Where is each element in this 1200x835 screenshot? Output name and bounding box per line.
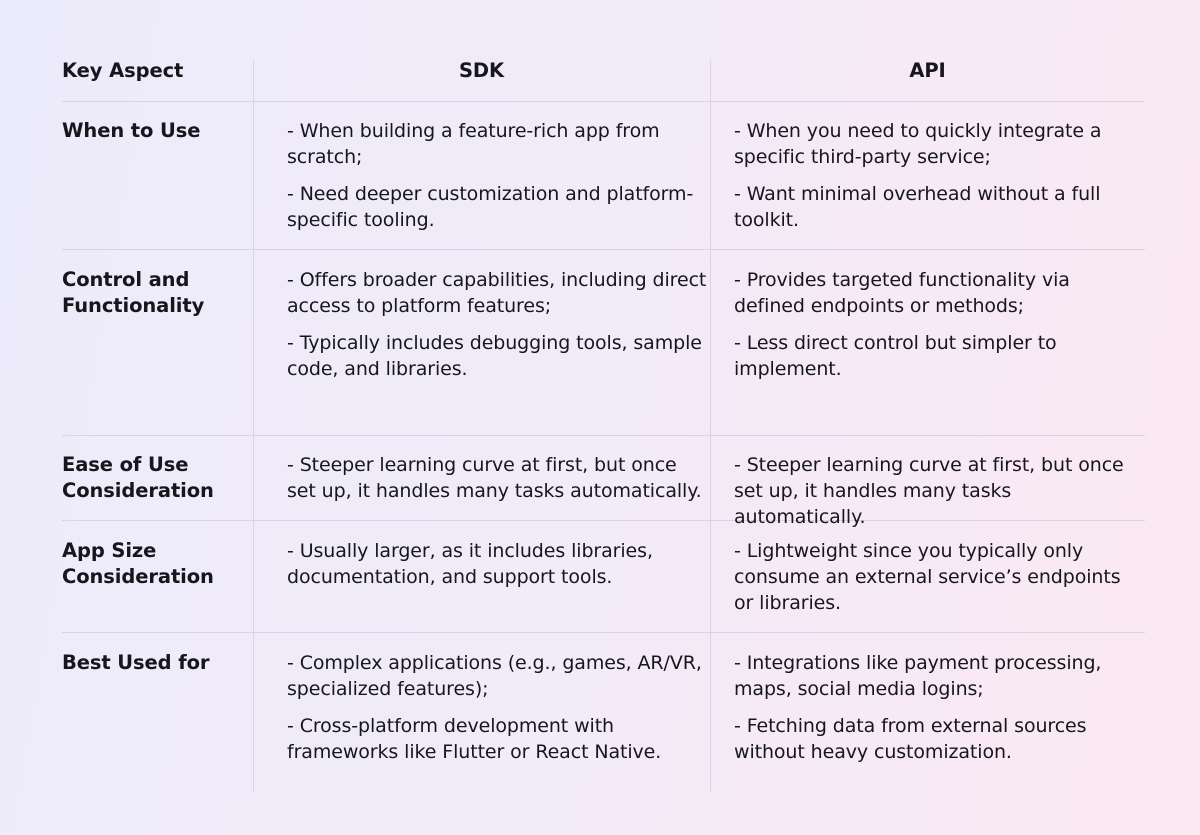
sdk-point: - Cross-platform development with frameworks like Flutter or React Native. [287, 715, 662, 763]
sdk-cell [287, 538, 707, 590]
row-key-best-used-for: Best Used for [62, 651, 210, 674]
api-cell [734, 452, 1145, 530]
header-api: API [909, 59, 946, 82]
api-point: - Steeper learning curve at first, but once set up, it handles many tasks automatically. [734, 454, 1124, 528]
column-divider-1 [253, 60, 254, 792]
row-key-control-and-functionality: Control and Functionality [62, 268, 205, 317]
api-point: - Lightweight since you typically only consume an external service’s endpoints or libraries. [734, 540, 1121, 614]
api-point: - When you need to quickly integrate a specific third-party service; [734, 120, 1102, 168]
row-divider-2 [62, 435, 1145, 436]
api-point: - Fetching data from external sources without heavy customization. [734, 715, 1087, 763]
api-point: - Want minimal overhead without a full toolkit. [734, 183, 1101, 231]
row-divider-4 [62, 632, 1145, 633]
row-divider-1 [62, 249, 1145, 250]
sdk-point: - Usually larger, as it includes libraries, documentation, and support tools. [287, 540, 653, 588]
api-cell [734, 267, 1145, 382]
column-divider-2 [710, 60, 711, 792]
api-point: - Provides targeted functionality via defined endpoints or methods; [734, 269, 1070, 317]
header-sdk: SDK [458, 59, 505, 82]
sdk-point: - Typically includes debugging tools, sample code, and libraries. [287, 332, 702, 380]
sdk-point: - Need deeper customization and platform-specific tooling. [287, 183, 694, 231]
api-cell [734, 118, 1145, 233]
row-key-app-size: App Size Consideration [62, 539, 214, 588]
sdk-cell [287, 118, 707, 233]
sdk-point: - Complex applications (e.g., games, AR/VR, specialized features); [287, 652, 702, 700]
row-divider-header [62, 101, 1145, 102]
sdk-point: - Steeper learning curve at first, but once set up, it handles many tasks automatically. [287, 454, 702, 502]
comparison-table [62, 0, 1145, 835]
sdk-cell [287, 650, 707, 765]
row-key-when-to-use: When to Use [62, 119, 201, 142]
row-key-ease-of-use: Ease of Use Consideration [62, 453, 214, 502]
api-point: - Integrations like payment processing, maps, social media logins; [734, 652, 1102, 700]
sdk-point: - Offers broader capabilities, including direct access to platform features; [287, 269, 707, 317]
sdk-cell [287, 452, 707, 504]
api-cell [734, 538, 1145, 616]
sdk-cell [287, 267, 707, 382]
api-point: - Less direct control but simpler to implement. [734, 332, 1057, 380]
api-cell [734, 650, 1145, 765]
sdk-point: - When building a feature-rich app from scratch; [287, 120, 660, 168]
header-key-aspect: Key Aspect [62, 59, 184, 82]
